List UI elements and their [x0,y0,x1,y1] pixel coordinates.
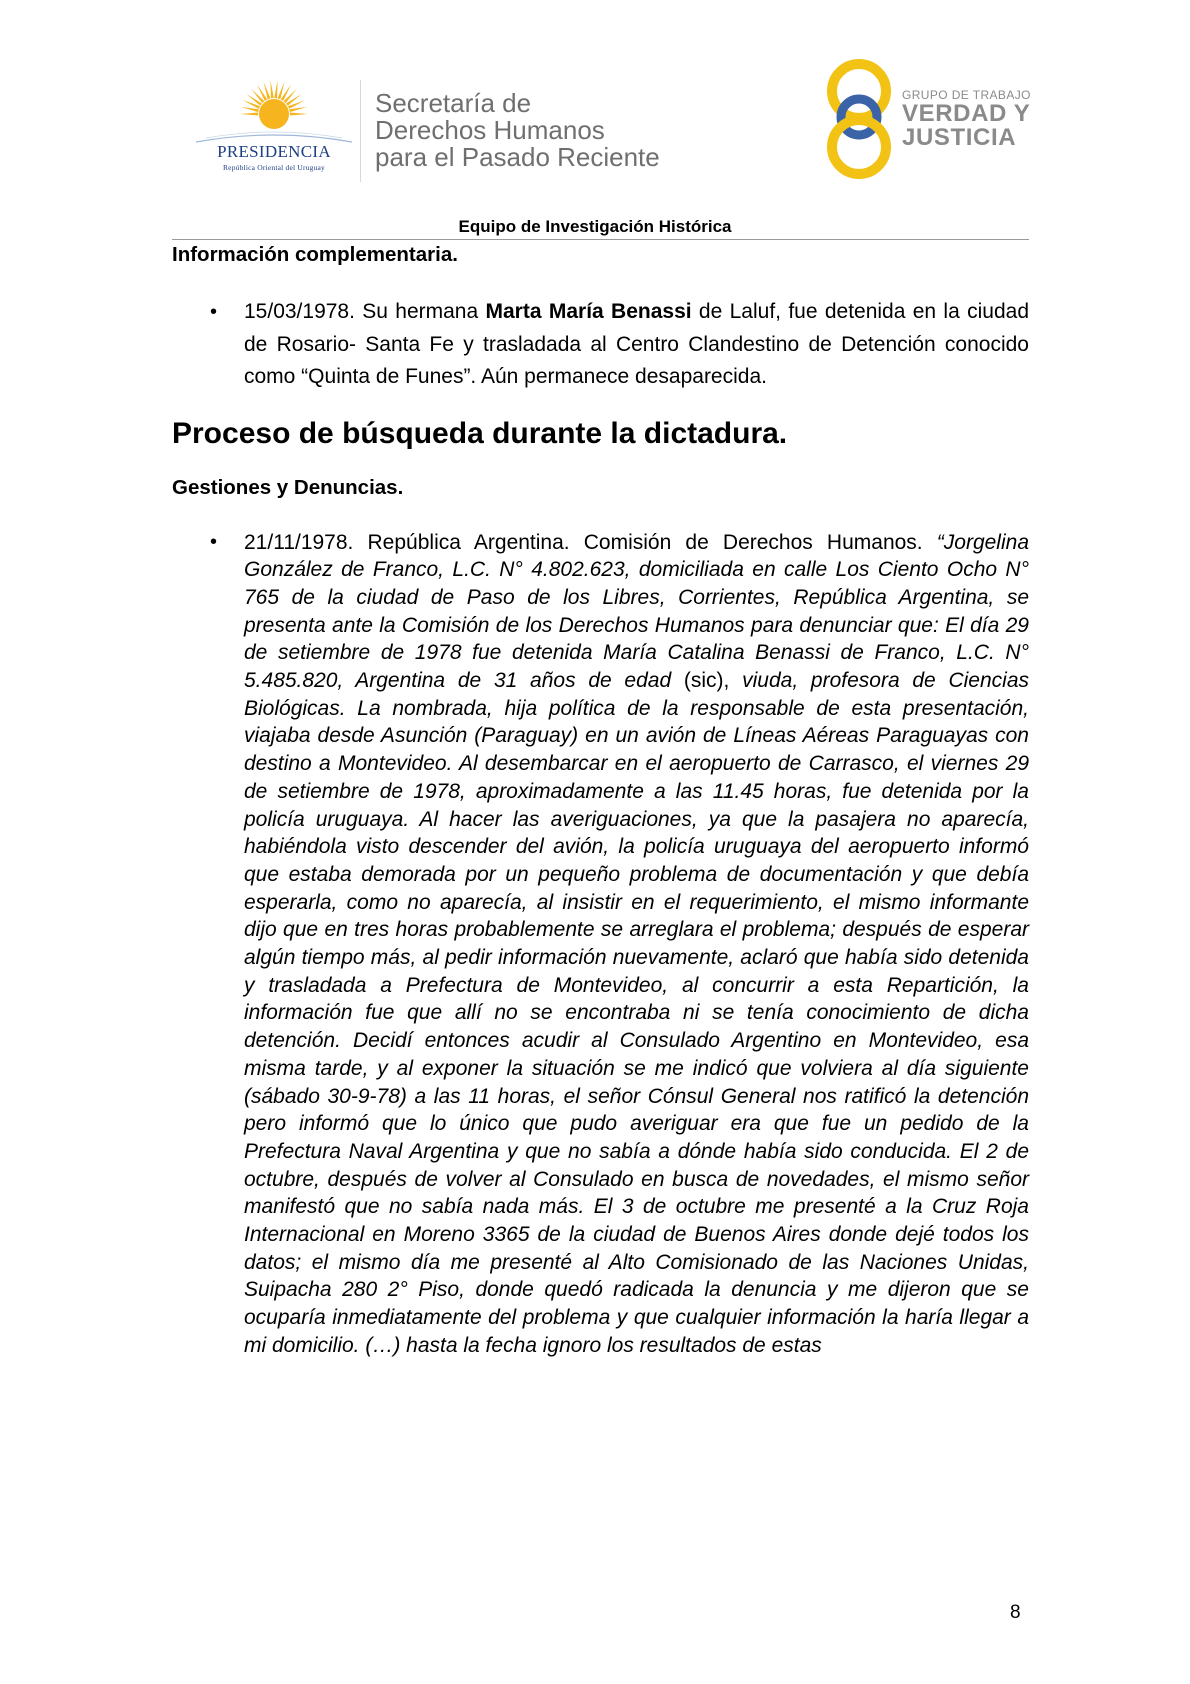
secretaria-logo-text [375,90,660,171]
presidencia-subtitle: República Oriental del Uruguay [222,163,325,172]
complementaria-title: Información complementaria. [172,243,458,266]
page-header [0,0,1190,215]
complementaria-list [172,296,1029,394]
secretaria-line-1: Secretaría de [375,88,532,118]
presidencia-name: PRESIDENCIA [217,142,331,161]
bullet-icon: • [210,301,218,323]
header-divider [360,80,361,182]
quote-text-part-2: viuda, profesora de Ciencias Biológicas. La nombrada, hija política de la responsable de esta presentación, viajaba desde Asunción (Paraguay) en un avión de Líneas Aéreas Paraguayas con destino a Montevideo. Al desembarcar en el aeropuerto de Carrasco, el viernes 29 de setiembre de 1978, aproximadamente a las 11.45 horas, fue detenida por la policía uruguaya. Al hacer las averiguaciones, ya que la pasajera no aparecía, habiéndola visto descender del avión, la policía uruguaya del aeropuerto informó que estaba demorada por un pequeño problema de documentación y que debía esperarla, como no aparecía, al insistir en el requerimiento, el mismo informante dijo que en tres horas probablemente se arreglara el problema; después de esperar algún tiempo más, al pedir información nuevamente, aclaró que había sido detenida y trasladada a Prefectura de Montevideo, al concurrir a esta Repartición, la información fue que allí no se encontraba ni se tenía conocimiento de dicha detención. Decidí entonces acudir al Consulado Argentino en Montevideo, esa misma tarde, y al exponer la situación se me indicó que volviera al día siguiente (sábado 30-9-78) a las 11 horas, el señor Cónsul General nos ratificó la detención pero informó que lo único que pudo averiguar era que fue un pedido de la Prefectura Naval Argentina y que no sabía a dónde había sido conducida. El 2 de octubre, después de volver al Consulado en busca de novedades, el mismo señor manifestó que no sabía nada más. El 3 de octubre me presenté a la Cruz Roja Internacional en Moreno 3365 de la ciudad de Buenos Aires donde dejé todos los datos; el mismo día me presenté al Alto Comisionado de las Naciones Unidas, Suipacha 280 2° Piso, donde quedó radicada la denuncia y me dijeron que se ocuparía inmediatamente del problema y que cualquier información la haría llegar a mi domicilio. (…) hasta la fecha ignoro los resultados de estas [244,669,1029,1357]
verdad-justicia-rings-logo [822,57,896,182]
grupo-trabajo-line-2: VERDAD Y [902,100,1031,127]
grupo-trabajo-text [902,88,1031,150]
item-text-suffix: de Laluf, fue detenida en la ciudad de Rosario- Santa Fe y trasladada al Centro Clandestino de Detención conocido como “Quinta de Funes”. Aún permanece desaparecida. [244,300,1029,388]
page-number: 8 [1010,1602,1021,1623]
item-text-prefix: 21/11/1978. República Argentina. Comisión de Derechos Humanos. [244,530,937,554]
item-text-prefix: 15/03/1978. Su hermana [244,300,486,323]
page-content [172,240,1029,1360]
busqueda-heading: Proceso de búsqueda durante la dictadura. [172,416,788,450]
gestiones-list [172,529,1029,1360]
list-item [172,529,1029,1360]
secretaria-line-2: Derechos Humanos [375,115,605,145]
bullet-icon: • [210,530,218,553]
sic-note: (sic), [671,669,743,693]
grupo-trabajo-line-3: JUSTICIA [902,124,1017,151]
secretaria-line-3: para el Pasado Reciente [375,142,660,172]
gestiones-subheading: Gestiones y Denuncias. [172,475,404,499]
list-item [172,296,1029,394]
quote-text-part-1: “Jorgelina González de Franco, L.C. N° 4.802.623, domiciliada en calle Los Ciento Ocho N° 765 de la ciudad de Paso de los Libres, Corrientes, República Argentina, se presenta ante la Comisión de los Derechos Humanos para denunciar que: El día 29 de setiembre de 1978 fue detenida María Catalina Benassi de Franco, L.C. N° 5.485.820, Argentina de 31 años de edad [244,530,1029,693]
team-label: Equipo de Investigación Histórica [458,217,732,236]
item-text-bold: Marta María Benassi [485,300,692,323]
grupo-trabajo-line-1: GRUPO DE TRABAJO [902,88,1031,102]
